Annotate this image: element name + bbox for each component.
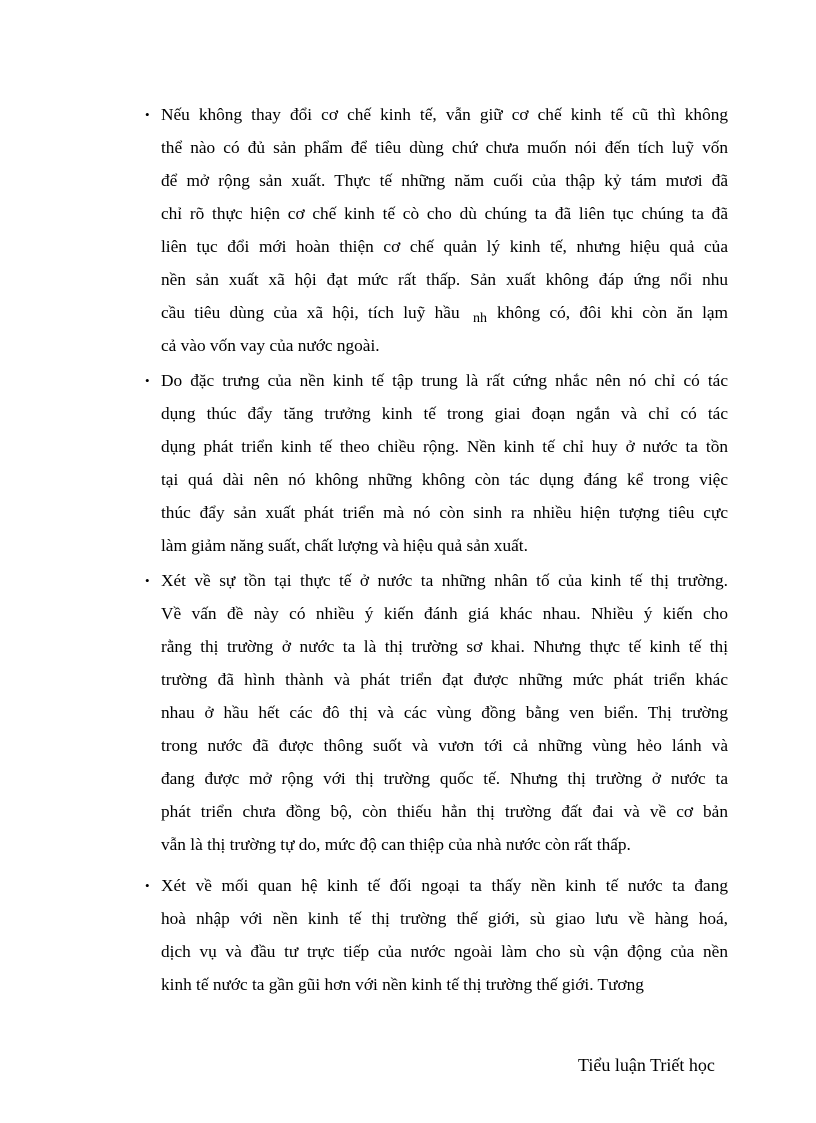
line-text: dụng phát triển kinh tế theo chiều rộng. Nền kinh tế chỉ huy ở nước ta tồn — [161, 437, 728, 456]
text-line — [144, 430, 728, 463]
line-text: trường đã hình thành và phát triển đạt được những mức phát triển khác — [161, 670, 728, 689]
line-text: không có, đôi khi còn ăn lạm — [496, 303, 728, 322]
text-line — [144, 131, 728, 164]
text-line — [144, 496, 728, 529]
line-text: nền sản xuất xã hội đạt mức rất thấp. Sản xuất không đáp ứng nổi nhu — [161, 270, 728, 289]
paragraph-3 — [144, 564, 728, 861]
line-text: để mở rộng sản xuất. Thực tế những năm cuối của thập kỷ tám mươi đã — [161, 171, 728, 190]
text-line — [144, 729, 728, 762]
line-text: cầu tiêu dùng của xã hội, tích luỹ hầu — [161, 303, 460, 322]
text-line — [144, 869, 728, 902]
text-line — [144, 935, 728, 968]
line-text: dịch vụ và đầu tư trực tiếp của nước ngoài làm cho sù vận động của nền — [161, 942, 728, 961]
text-line — [144, 263, 728, 296]
text-line — [144, 564, 728, 597]
text-line — [144, 630, 728, 663]
text-line — [144, 597, 728, 630]
text-line — [144, 329, 728, 362]
line-text: kinh tế nước ta gần gũi hơn với nền kinh tế thị trường thế giới. Tương — [161, 975, 644, 994]
text-line — [144, 98, 728, 131]
line-text: vẫn là thị trường tự do, mức độ can thiệp của nhà nước còn rất thấp. — [161, 835, 631, 854]
line-text: Xét về sự tồn tại thực tế ở nước ta những nhân tố của kinh tế thị trường. — [161, 571, 728, 590]
text-line — [144, 397, 728, 430]
text-line — [144, 663, 728, 696]
line-text: liên tục đổi mới hoàn thiện cơ chế quản lý kinh tế, nhưng hiệu quả của — [161, 237, 728, 256]
line-text: thúc đẩy sản xuất phát triển mà nó còn sinh ra nhiều hiện tượng tiêu cực — [161, 503, 728, 522]
paragraph-2 — [144, 364, 728, 562]
line-text: làm giảm năng suất, chất lượng và hiệu quả sản xuất. — [161, 536, 528, 555]
line-text: hoà nhập với nền kinh tế thị trường thế giới, sù giao lưu về hàng hoá, — [161, 909, 728, 928]
bullet-icon: • — [145, 878, 150, 893]
line-text: Nếu không thay đổi cơ chế kinh tế, vẫn giữ cơ chế kinh tế cũ thì không — [161, 105, 728, 124]
line-text: dụng thúc đẩy tăng trưởng kinh tế trong giai đoạn ngắn và chỉ có tác — [161, 404, 728, 423]
line-text: tại quá dài nên nó không những không còn tác dụng đáng kể trong việc — [161, 470, 728, 489]
line-text: Do đặc trưng của nền kinh tế tập trung là rất cứng nhắc nên nó chỉ có tác — [161, 371, 728, 390]
line-text: phát triển chưa đồng bộ, còn thiếu hẳn thị trường đất đai và về cơ bản — [161, 802, 728, 821]
text-line — [144, 529, 728, 562]
text-line — [144, 197, 728, 230]
line-text: nhau ở hầu hết các đô thị và các vùng đồng bằng ven biển. Thị trường — [161, 703, 728, 722]
line-text: trong nước đã được thông suốt và vươn tới cả những vùng hẻo lánh và — [161, 736, 728, 755]
line-text: đang được mở rộng với thị trường quốc tế. Nhưng thị trường ở nước ta — [161, 769, 728, 788]
page-footer: Tiểu luận Triết học — [578, 1055, 715, 1075]
text-line — [144, 762, 728, 795]
text-line — [144, 828, 728, 861]
text-line — [144, 230, 728, 263]
text-line — [144, 296, 728, 329]
text-line — [144, 795, 728, 828]
text-line — [144, 164, 728, 197]
paragraph-4 — [144, 869, 728, 1001]
text-line — [144, 364, 728, 397]
line-text: thể nào có đủ sản phẩm để tiêu dùng chứ chưa muốn nói đến tích luỹ vốn — [161, 138, 728, 157]
line-text: Về vấn đề này có nhiều ý kiến đánh giá khác nhau. Nhiều ý kiến cho — [161, 604, 728, 623]
line-text: rằng thị trường ở nước ta là thị trường sơ khai. Nhưng thực tế kinh tế thị — [161, 637, 728, 656]
bullet-icon: • — [145, 107, 150, 122]
line-text: cả vào vốn vay của nước ngoài. — [161, 336, 380, 355]
paragraph-1 — [144, 98, 728, 362]
bullet-icon: • — [145, 573, 150, 588]
line-text: Xét về mối quan hệ kinh tế đối ngoại ta thấy nền kinh tế nước ta đang — [161, 876, 728, 895]
text-line — [144, 463, 728, 496]
subscript-fragment: nh — [472, 311, 487, 326]
text-line — [144, 968, 728, 1001]
line-text: chỉ rõ thực hiện cơ chế kinh tế cò cho dù chúng ta đã liên tục chúng ta đã — [161, 204, 728, 223]
text-line — [144, 696, 728, 729]
bullet-icon: • — [145, 373, 150, 388]
text-line — [144, 902, 728, 935]
